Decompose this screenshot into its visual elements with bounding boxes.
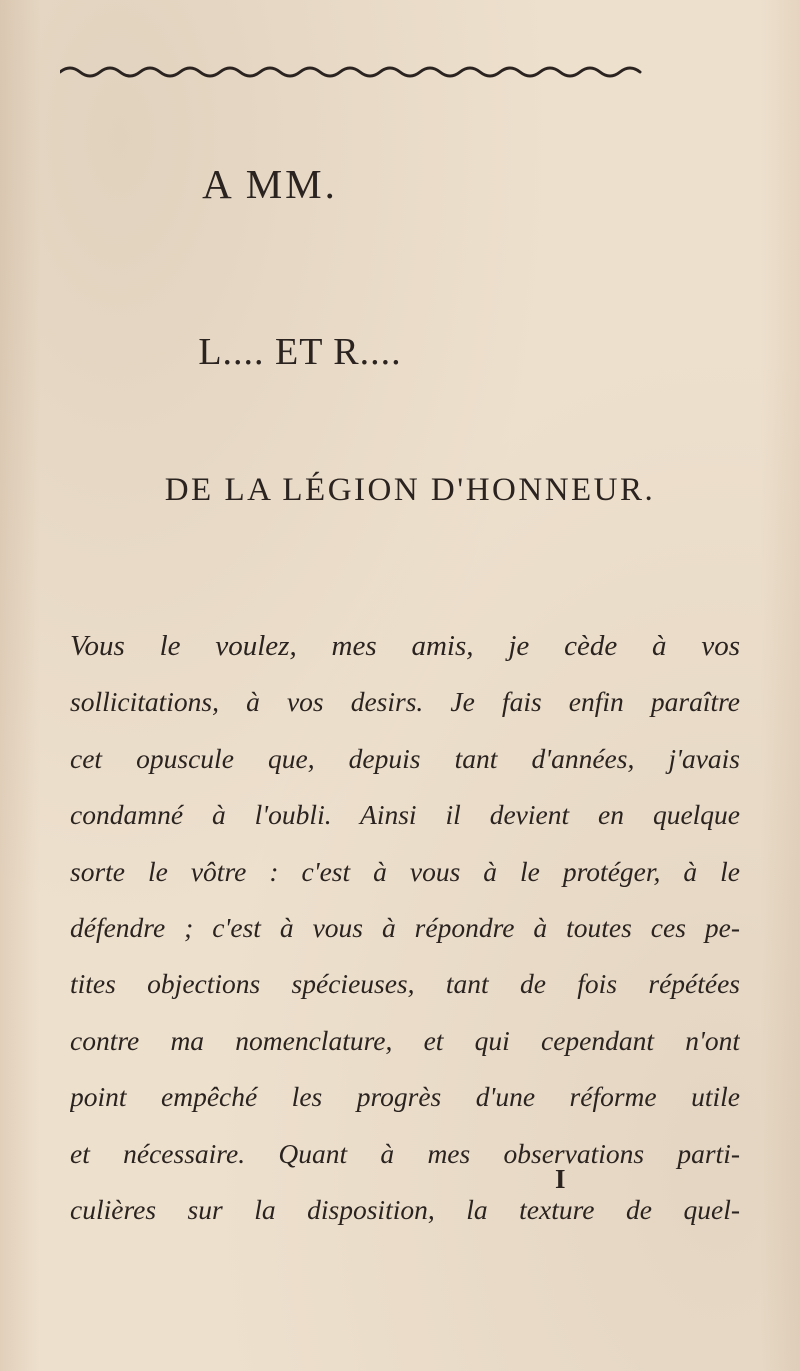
text-line: culières sur la disposition, la texture de quel- [70,1194,740,1226]
dedication-body [70,618,740,1238]
decorative-rule [60,60,650,82]
dedication-order: DE LA LÉGION D'HONNEUR. [164,472,656,508]
signature-mark: I [555,1164,567,1194]
text-line: et nécessaire. Quant à mes observations parti- [70,1137,740,1169]
text-line: condamné à l'oubli. Ainsi il devient en quelque [70,799,740,831]
text-line: sollicitations, à vos desirs. Je fais enfin paraître [70,686,740,718]
text-line: Vous le voulez, mes amis, je cède à vos [70,630,740,662]
dedication-recipients: A MM. [202,161,338,207]
text-line: contre ma nomenclature, et qui cependant n'ont [70,1024,740,1056]
text-line: tites objections spécieuses, tant de fois répétées [70,968,740,1000]
text-line: sorte le vôtre : c'est à vous à le protéger, à le [70,855,740,887]
text-line: cet opuscule que, depuis tant d'années, j'avais [70,742,740,774]
text-line: point empêché les progrès d'une réforme utile [70,1081,740,1113]
text-line: défendre ; c'est à vous à répondre à toutes ces pe- [70,912,740,944]
dedication-names: L.... ET R.... [198,331,402,373]
